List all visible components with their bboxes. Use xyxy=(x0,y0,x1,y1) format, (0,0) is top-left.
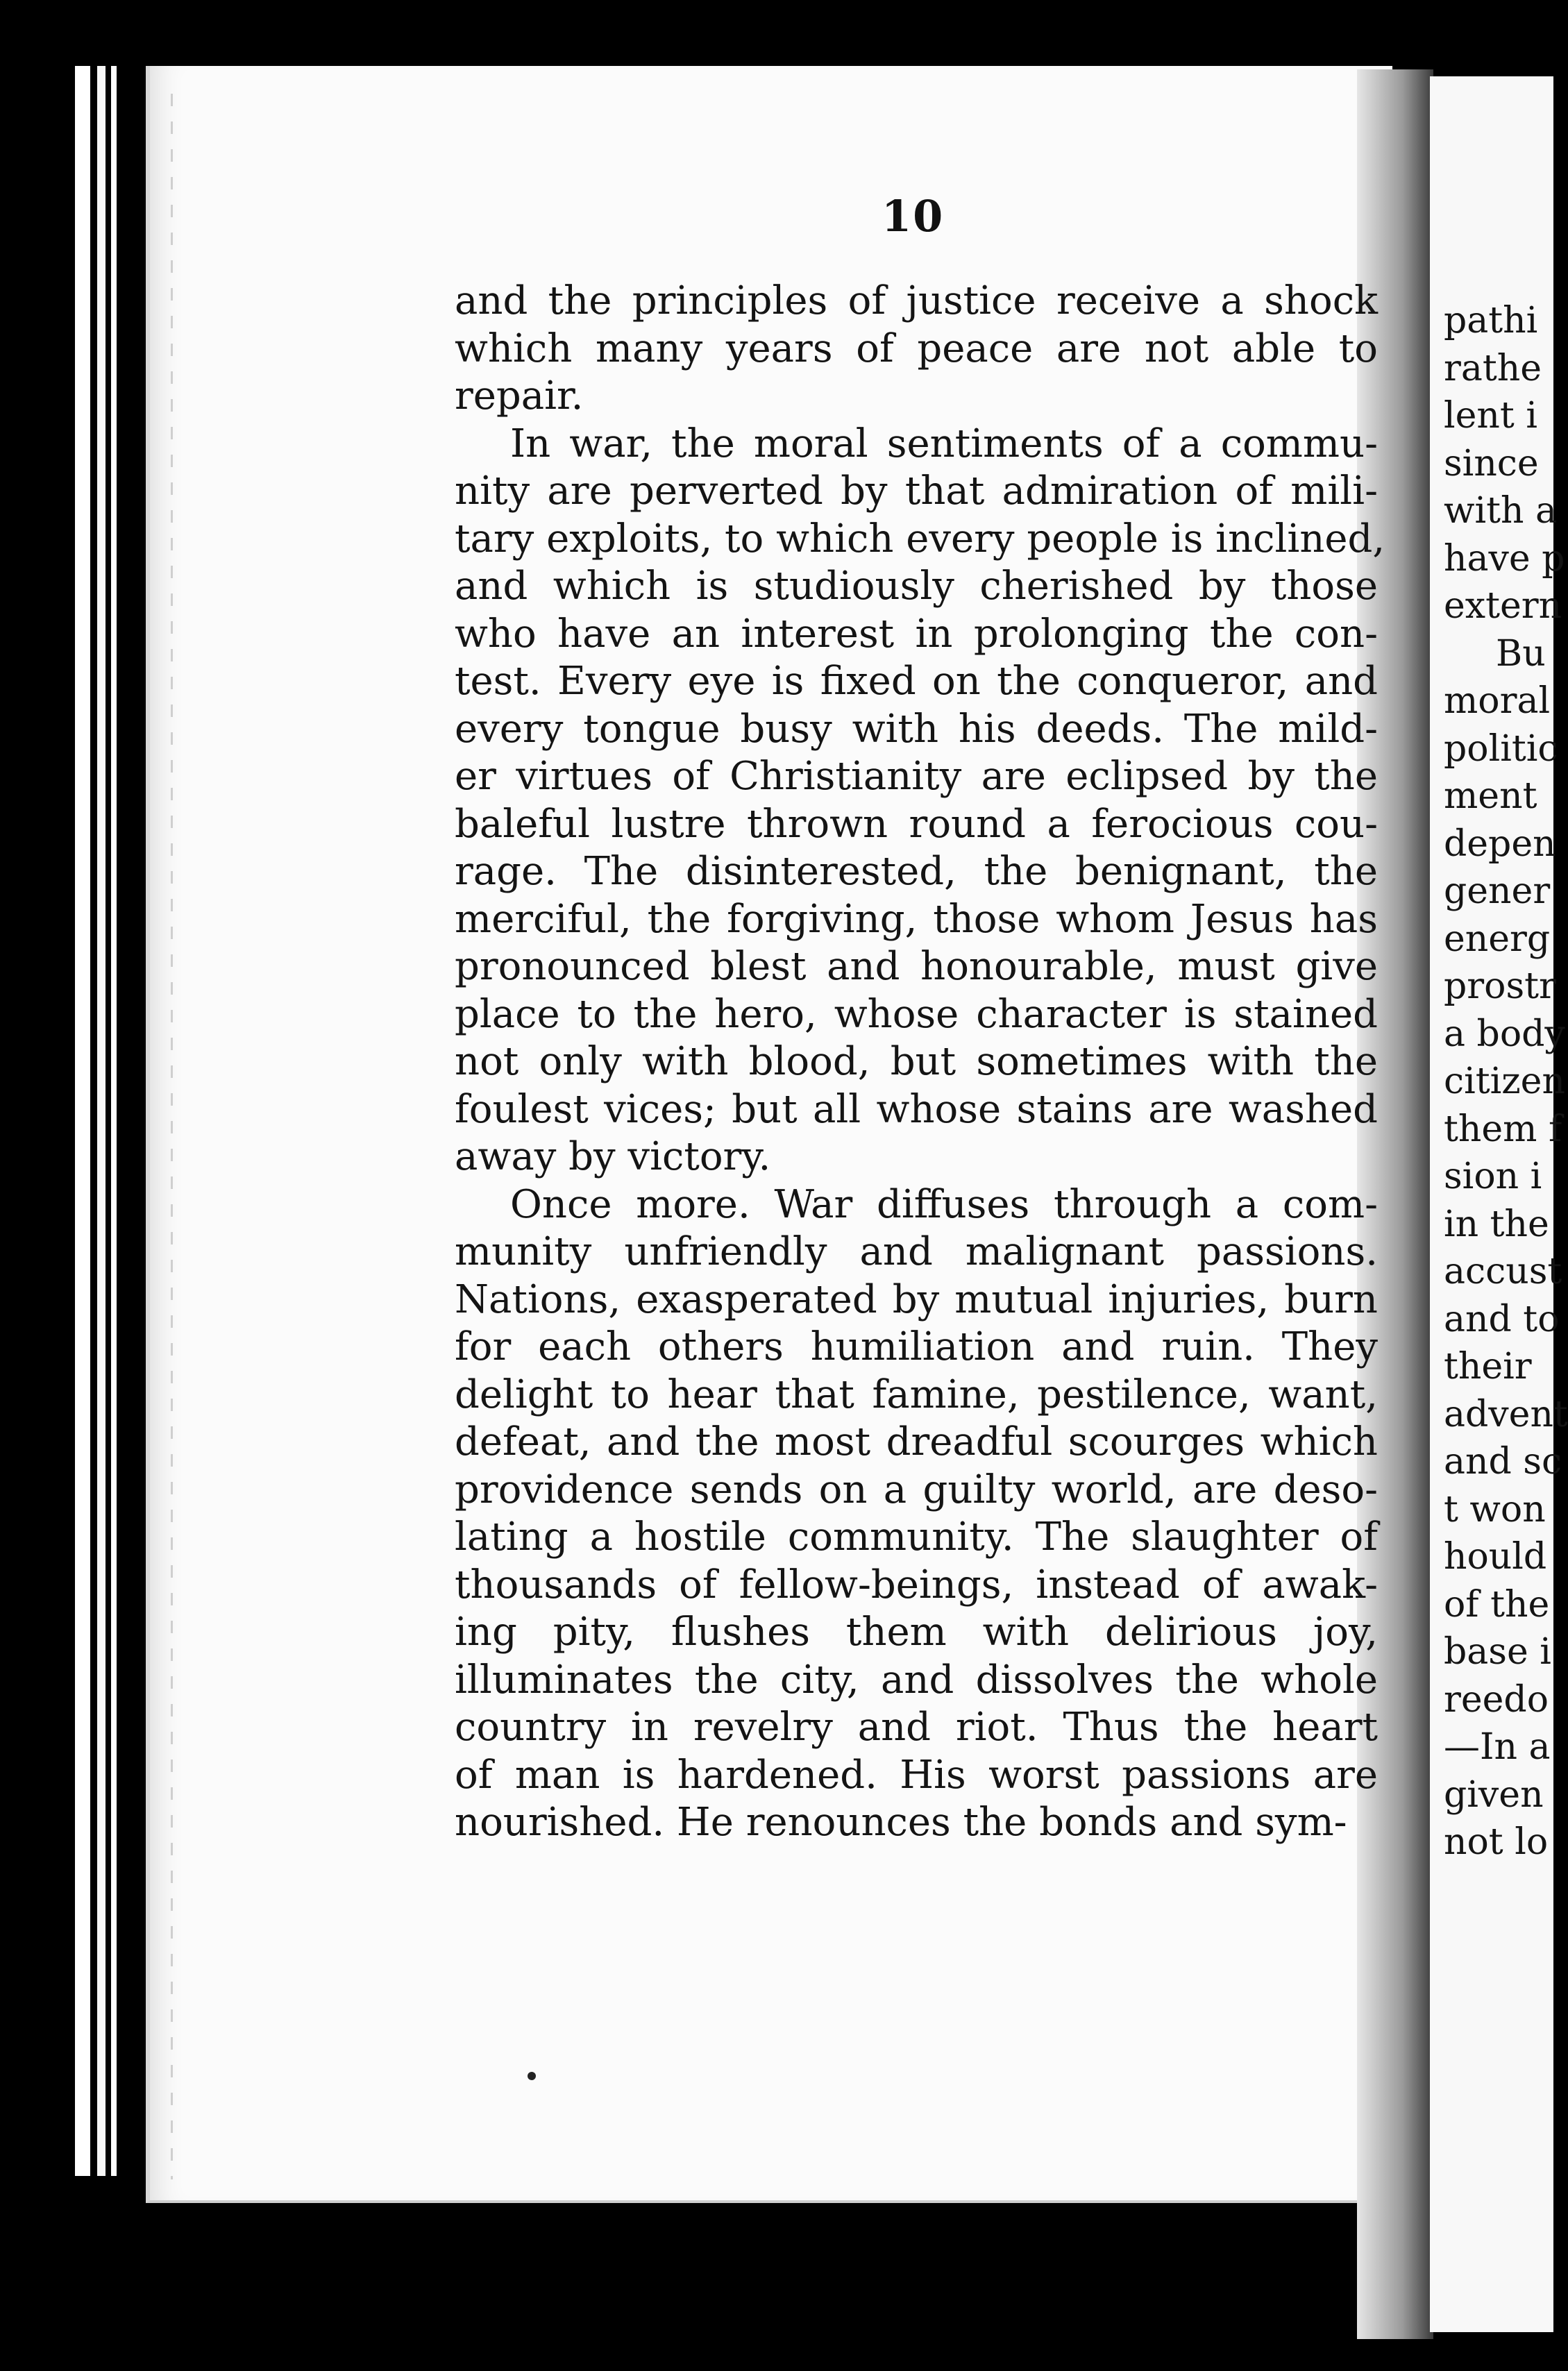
page-number: 10 xyxy=(882,191,945,242)
facing-text-line: since xyxy=(1444,442,1539,484)
text-line: lating a hostile community. The slaughter of xyxy=(455,1514,1378,1560)
facing-text-line: moral xyxy=(1444,680,1551,722)
facing-page-text xyxy=(1444,297,1568,1866)
text-line: delight to hear that famine, pestilence, want, xyxy=(455,1372,1378,1417)
text-line: providence sends on a guilty world, are deso- xyxy=(455,1467,1378,1512)
facing-text-line: and to xyxy=(1444,1298,1560,1340)
text-line: of man is hardened. His worst passions are xyxy=(455,1752,1378,1798)
facing-text-line: sion i xyxy=(1444,1156,1542,1197)
facing-text-line: lent i xyxy=(1444,395,1537,437)
facing-text-line: and sc xyxy=(1444,1441,1562,1483)
facing-text-line: prostr xyxy=(1444,965,1556,1007)
text-line: rage. The disinterested, the benignant, the xyxy=(455,849,1378,894)
text-line: away by victory. xyxy=(455,1134,771,1179)
facing-text-line: politic xyxy=(1444,727,1558,770)
text-line: illuminates the city, and dissolves the whole xyxy=(455,1657,1378,1703)
text-line: er virtues of Christianity are eclipsed by the xyxy=(455,754,1378,799)
facing-text-line: given xyxy=(1444,1773,1544,1816)
facing-text-line: them f xyxy=(1444,1108,1562,1150)
text-line: baleful lustre thrown round a ferocious cou- xyxy=(455,801,1378,847)
text-line: place to the hero, whose character is stained xyxy=(455,991,1378,1037)
facing-text-line: not lo xyxy=(1444,1821,1549,1863)
facing-text-line: reedo xyxy=(1444,1678,1549,1721)
text-line: who have an interest in prolonging the con- xyxy=(455,611,1378,657)
facing-text-line: hould xyxy=(1444,1536,1547,1578)
facing-text-line: base i xyxy=(1444,1631,1551,1673)
text-line: merciful, the forgiving, those whom Jesus has xyxy=(455,896,1378,942)
text-line: country in revelry and riot. Thus the heart xyxy=(455,1705,1378,1750)
facing-text-line: of the xyxy=(1444,1583,1550,1626)
facing-text-line: a body xyxy=(1444,1013,1565,1055)
text-line: tary exploits, to which every people is inclined, xyxy=(455,516,1385,562)
facing-text-line: extern xyxy=(1444,585,1562,627)
text-line: In war, the moral sentiments of a commu- xyxy=(510,421,1378,466)
facing-text-line: Bu xyxy=(1496,632,1546,675)
text-line: thousands of fellow-beings, instead of awak- xyxy=(455,1562,1378,1608)
page-body-text xyxy=(455,278,1385,1847)
text-line: not only with blood, but sometimes with the xyxy=(455,1039,1378,1084)
text-line: nity are perverted by that admiration of mili- xyxy=(455,469,1378,514)
facing-text-line: ment xyxy=(1444,775,1537,817)
text-line: repair. xyxy=(455,373,584,419)
facing-text-line: citizen xyxy=(1444,1061,1565,1102)
facing-text-line: pathi xyxy=(1444,300,1538,341)
text-line: nourished. He renounces the bonds and sym- xyxy=(455,1800,1347,1845)
facing-text-line: gener xyxy=(1444,870,1551,912)
text-line: ing pity, flushes them with delirious joy, xyxy=(455,1610,1378,1655)
facing-text-line: energ xyxy=(1444,918,1551,960)
text-line: test. Every eye is fixed on the conqueror, and xyxy=(455,659,1378,704)
text-line: Once more. War diffuses through a com- xyxy=(510,1181,1378,1227)
page-edge xyxy=(111,66,117,2176)
text-line: Nations, exasperated by mutual injuries, burn xyxy=(455,1276,1378,1322)
facing-text-line: depen xyxy=(1444,822,1556,865)
text-line: pronounced blest and honourable, must give xyxy=(455,944,1378,989)
text-line: foulest vices; but all whose stains are washed xyxy=(455,1086,1378,1132)
ink-speck xyxy=(528,2072,536,2080)
text-line: defeat, and the most dreadful scourges which xyxy=(455,1419,1378,1465)
facing-text-line: advent xyxy=(1444,1393,1568,1435)
facing-text-line: their xyxy=(1444,1346,1532,1387)
facing-text-line: in the xyxy=(1444,1203,1549,1245)
text-line: and which is studiously cherished by those xyxy=(455,564,1378,609)
facing-text-line: with a xyxy=(1444,490,1558,532)
facing-text-line: have p xyxy=(1444,537,1565,580)
text-line: munity unfriendly and malignant passions. xyxy=(455,1229,1378,1274)
text-line: which many years of peace are not able to xyxy=(455,326,1378,371)
text-line: for each others humiliation and ruin. They xyxy=(455,1324,1378,1369)
text-line: every tongue busy with his deeds. The mild- xyxy=(455,706,1378,752)
facing-text-line: rathe xyxy=(1444,347,1542,389)
page-edge xyxy=(75,66,90,2176)
facing-text-line: accust xyxy=(1444,1251,1562,1292)
facing-text-line: t won xyxy=(1444,1488,1546,1530)
page-edge xyxy=(97,66,106,2176)
facing-text-line: —In a xyxy=(1444,1726,1551,1768)
text-line: and the principles of justice receive a shock xyxy=(455,278,1378,323)
